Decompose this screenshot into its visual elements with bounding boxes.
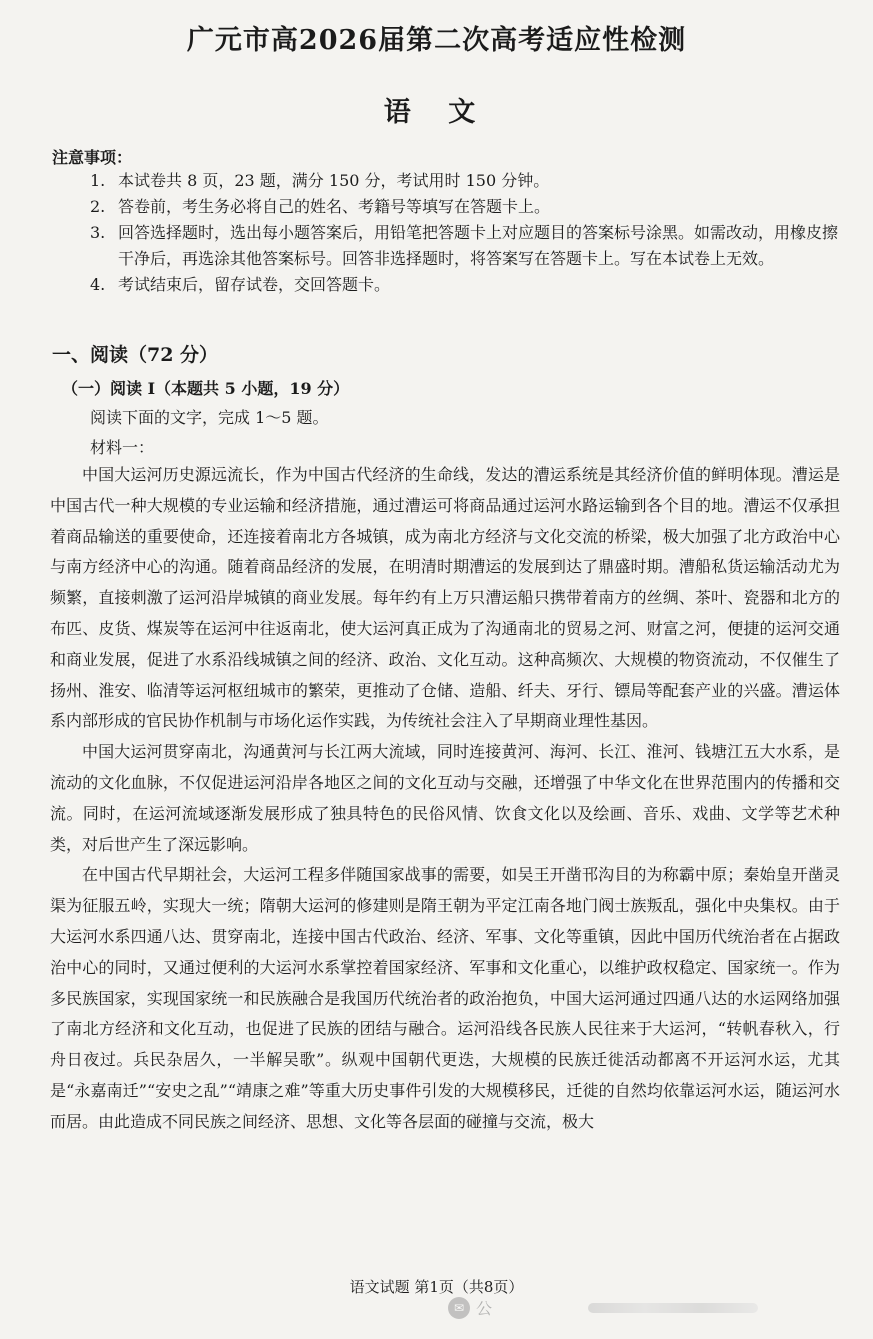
notice-text: 回答选择题时，选出每小题答案后，用铅笔把答题卡上对应题目的答案标号涂黑。如需改动，用橡皮擦干净后，再选涂其他答案标号。回答非选择题时，将答案写在答题卡上。写在本试卷上无效。 bbox=[118, 223, 839, 268]
notice-number: 3. bbox=[90, 223, 106, 242]
section-title: 一、阅读（72 分） bbox=[52, 344, 219, 366]
reading-instruction: 阅读下面的文字，完成 1～5 题。 bbox=[90, 408, 329, 427]
subject-title: 语 文 bbox=[383, 97, 490, 128]
passage-paragraph: 中国大运河贯穿南北，沟通黄河与长江两大流域，同时连接黄河、海河、长江、淮河、钱塘江五大水系，是流动的文化血脉，不仅促进运河沿岸各地区之间的文化互动与交融，还增强了中华文化在世界范围内的传播和交流。同时，在运河流域逐渐发展形成了独具特色的民俗风情、饮食文化以及绘画、音乐、戏曲、文学等艺术种类，对后世产生了深远影响。 bbox=[50, 742, 840, 854]
notice-item bbox=[90, 168, 850, 194]
page-footer: 语文试题 第1页（共8页） bbox=[349, 1278, 524, 1296]
notice-item bbox=[90, 272, 850, 298]
material-label: 材料一： bbox=[90, 438, 155, 457]
wechat-icon: ✉ bbox=[448, 1297, 470, 1319]
notice-text: 考试结束后，留存试卷，交回答题卡。 bbox=[118, 275, 391, 294]
notice-heading: 注意事项： bbox=[52, 148, 133, 167]
watermark-text: 公 bbox=[476, 1299, 493, 1318]
passage-paragraph: 在中国古代早期社会，大运河工程多伴随国家战事的需要，如吴王开凿邗沟目的为称霸中原；秦始皇开凿灵渠为征服五岭，实现大一统；隋朝大运河的修建则是隋王朝为平定江南各地门阀士族叛乱，强化中央集权。由于大运河水系四通八达、贯穿南北，连接中国古代政治、经济、军事、文化等重镇，因此中国历代统治者在占据政治中心的同时，又通过便利的大运河水系掌控着国家经济、军事和文化重心，以维护政权稳定、国家统一。作为多民族国家，实现国家统一和民族融合是我国历代统治者的政治抱负，中国大运河通过四通八达的水运网络加强了南北方经济和文化互动，也促进了民族的团结与融合。运河沿线各民族人民往来于大运河，“转帆春秋入，行舟日夜过。兵民杂居久，一半解吴歌”。纵观中国朝代更迭，大规模的民族迁徙活动都离不开运河水运，尤其是“永嘉南迁”“安史之乱”“靖康之难”等重大历史事件引发的大规模移民，迁徙的自然均依靠运河水运，随运河水而居。由此造成不同民族之间经济、思想、文化等各层面的碰撞与交流，极大 bbox=[50, 865, 840, 1131]
notice-list bbox=[90, 168, 850, 298]
watermark-blur bbox=[588, 1303, 758, 1313]
watermark bbox=[448, 1296, 758, 1319]
exam-title: 广元市高2026届第二次高考适应性检测 bbox=[186, 25, 687, 56]
notice-item bbox=[90, 220, 850, 272]
notice-text: 答卷前，考生务必将自己的姓名、考籍号等填写在答题卡上。 bbox=[118, 197, 551, 216]
subsection-title: （一）阅读 I（本题共 5 小题，19 分） bbox=[62, 379, 350, 398]
notice-text: 本试卷共 8 页，23 题，满分 150 分，考试用时 150 分钟。 bbox=[118, 171, 550, 190]
notice-number: 4. bbox=[90, 275, 106, 294]
notice-item bbox=[90, 194, 850, 220]
reading-passage bbox=[50, 460, 840, 1138]
notice-number: 2. bbox=[90, 197, 106, 216]
notice-number: 1. bbox=[90, 171, 106, 190]
passage-paragraph: 中国大运河历史源远流长，作为中国古代经济的生命线，发达的漕运系统是其经济价值的鲜明体现。漕运是中国古代一种大规模的专业运输和经济措施，通过漕运可将商品通过运河水路运输到各个目的地。漕运不仅承担着商品输送的重要使命，还连接着南北方各城镇，成为南北方经济与文化交流的桥梁，极大加强了北方政治中心与南方经济中心的沟通。随着商品经济的发展，在明清时期漕运的发展到达了鼎盛时期。漕船私货运输活动尤为频繁，直接刺激了运河沿岸城镇的商业发展。每年约有上万只漕运船只携带着南方的丝绸、茶叶、瓷器和北方的布匹、皮货、煤炭等在运河中往返南北，使大运河真正成为了沟通南北的贸易之河、财富之河，便捷的运河交通和商业发展，促进了水系沿线城镇之间的经济、政治、文化互动。这种高频次、大规模的物资流动，不仅催生了扬州、淮安、临清等运河枢纽城市的繁荣，更推动了仓储、造船、纤夫、牙行、镖局等配套产业的兴盛。漕运体系内部形成的官民协作机制与市场化运作实践，为传统社会注入了早期商业理性基因。 bbox=[50, 465, 840, 731]
